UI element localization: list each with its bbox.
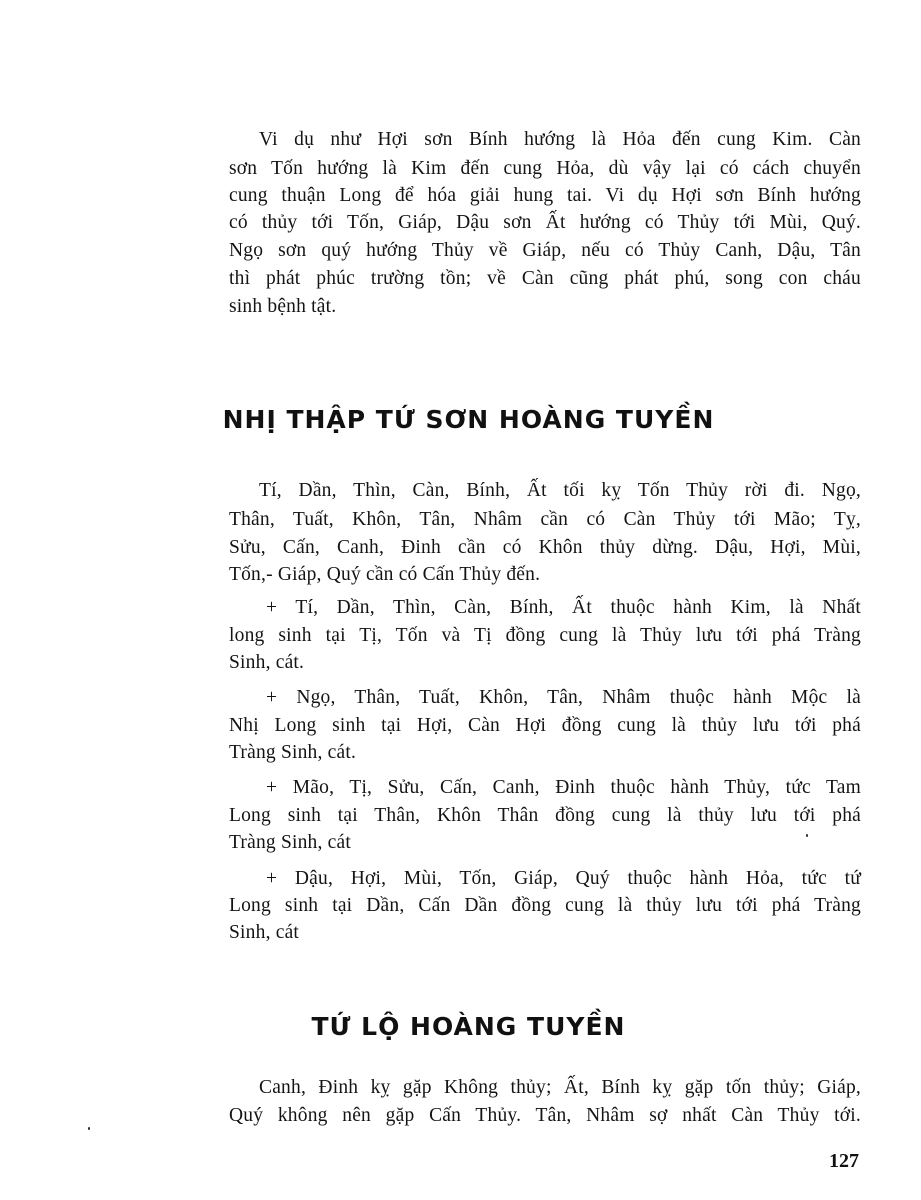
text-line: long sinh tại Tị, Tốn và Tị đồng cung là Thủy lưu tới phá Tràng: [229, 625, 861, 646]
text-line: sơn Tốn hướng là Kim đến cung Hỏa, dù vậy lại có cách chuyển: [229, 158, 861, 179]
text-line: + Mão, Tị, Sửu, Cấn, Canh, Đinh thuộc hành Thủy, tức Tam: [266, 777, 861, 798]
text-line: Sinh, cát: [229, 922, 300, 943]
text-line: sinh bệnh tật.: [229, 296, 337, 317]
text-line: Tràng Sinh, cát: [229, 832, 351, 853]
text-line: Vi dụ như Hợi sơn Bính hướng là Hỏa đến cung Kim. Càn: [259, 129, 861, 150]
text-line: Long sinh tại Dần, Cấn Dần đồng cung là thủy lưu tới phá Tràng: [229, 895, 861, 916]
text-line: thì phát phúc trường tồn; về Càn cũng phát phú, song con cháu: [229, 268, 861, 289]
section-heading: TỨ LỘ HOÀNG TUYỀN: [311, 1012, 626, 1041]
text-line: + Dậu, Hợi, Mùi, Tốn, Giáp, Quý thuộc hành Hỏa, tức tứ: [266, 868, 861, 889]
text-line: Tràng Sinh, cát.: [229, 742, 357, 763]
text-line: Quý không nên gặp Cấn Thủy. Tân, Nhâm sợ nhất Càn Thủy tới.: [229, 1105, 861, 1126]
scan-speck: [88, 1127, 90, 1130]
text-line: Tí, Dần, Thìn, Càn, Bính, Ất tối kỵ Tốn Thủy rời đi. Ngọ,: [259, 480, 861, 501]
text-line: có thủy tới Tốn, Giáp, Dậu sơn Ất hướng có Thủy tới Mùi, Quý.: [229, 212, 861, 233]
text-line: Sinh, cát.: [229, 652, 305, 673]
page-number: 127: [829, 1150, 859, 1172]
scan-speck: [806, 834, 808, 837]
text-line: Nhị Long sinh tại Hợi, Càn Hợi đồng cung là thủy lưu tới phá: [229, 715, 861, 736]
text-line: + Ngọ, Thân, Tuất, Khôn, Tân, Nhâm thuộc hành Mộc là: [266, 687, 861, 708]
section-heading: NHỊ THẬP TỨ SƠN HOÀNG TUYỀN: [222, 405, 715, 434]
text-line: cung thuận Long để hóa giải hung tai. Vi dụ Hợi sơn Bính hướng: [229, 185, 861, 206]
text-line: Canh, Đinh kỵ gặp Không thủy; Ất, Bính kỵ gặp tốn thủy; Giáp,: [259, 1077, 861, 1098]
text-line: Long sinh tại Thân, Khôn Thân đồng cung là thủy lưu tới phá: [229, 805, 861, 826]
text-line: Tốn,- Giáp, Quý cần có Cấn Thủy đến.: [229, 564, 541, 585]
text-line: + Tí, Dần, Thìn, Càn, Bính, Ất thuộc hành Kim, là Nhất: [266, 597, 861, 618]
text-line: Thân, Tuất, Khôn, Tân, Nhâm cần có Càn Thủy tới Mão; Tỵ,: [229, 509, 861, 530]
text-line: Sửu, Cấn, Canh, Đinh cần có Khôn thủy dừng. Dậu, Hợi, Mùi,: [229, 537, 861, 558]
text-line: Ngọ sơn quý hướng Thủy về Giáp, nếu có Thủy Canh, Dậu, Tân: [229, 240, 861, 261]
